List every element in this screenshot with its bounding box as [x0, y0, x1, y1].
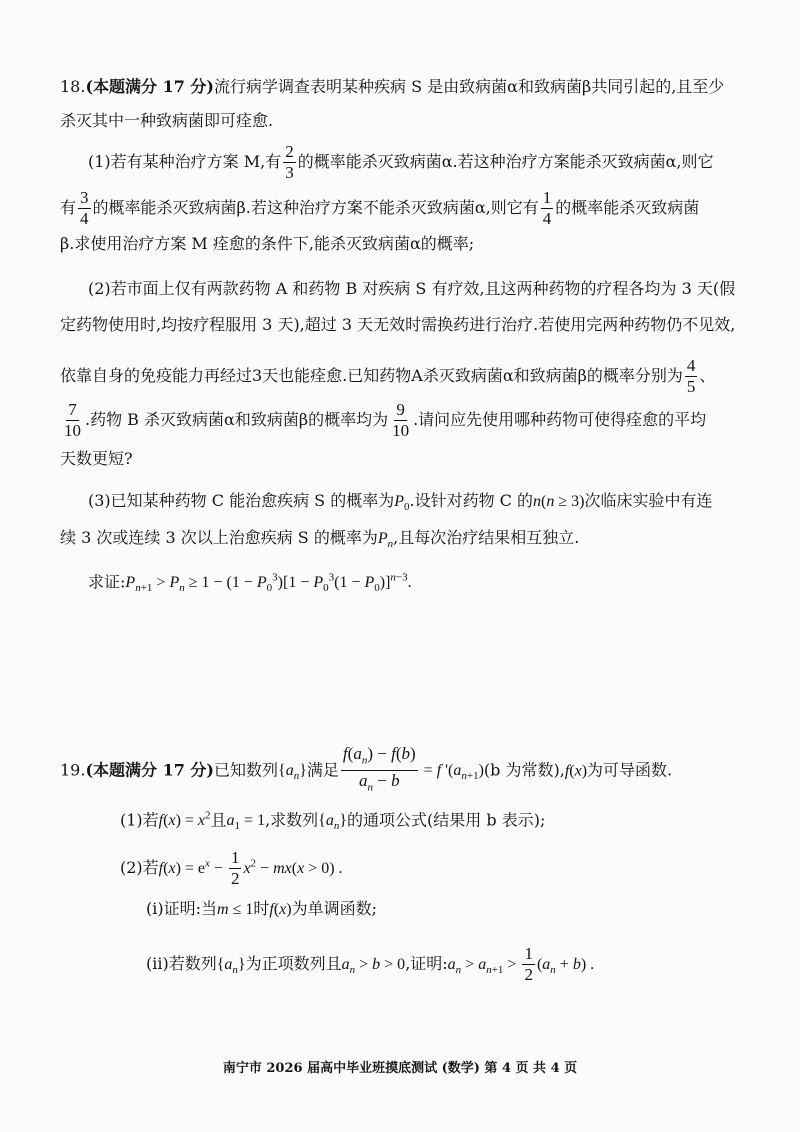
q19-part2: (2)若$f(x) = e^x$ − $\frac{1}{2}$ $x^2 - mx(x > 0)$ .: [120, 848, 343, 888]
q19-part1: (1)若$f(x) = x^2$且$a_1 = 1$,求数列$\{a_n\}$的通项公式(结果用 b 表示);: [120, 810, 546, 833]
fraction-4-5: $\frac{4}{5}$: [686, 356, 696, 396]
q19-part2-ii: (ii)若数列$\{a_n\}$为正项数列且$a_n > b > 0$,证明$:a_n > a_{n+1}$ > $\frac{1}{2}$ $(a_n + b)$ .: [146, 944, 595, 984]
q19-number: 19.: [60, 760, 86, 780]
fraction-2-3: $\frac{2}{3}$: [285, 142, 294, 182]
q18-part3-line-2: 续 3 次或连续 3 次以上治愈疾病 S 的概率为$P_n$,且每次治疗结果相互独立.: [60, 528, 580, 551]
q18-intro-line-2: 杀灭其中一种致病菌即可痊愈.: [60, 111, 274, 130]
q18-intro-line-1: 18.(本题满分 17 分)流行病学调查表明某种疾病 S 是由致病菌α和致病菌β共同引起的,且至少: [60, 77, 725, 96]
q19-score: (本题满分 17 分): [85, 760, 215, 780]
q18-part2-line-1: (2)若市面上仅有两款药物 A 和药物 B 对疾病 S 有疗效,且这两种药物的疗程各均为 3 天(假: [88, 279, 736, 298]
q18-part2-line-2: 定药物使用时,均按疗程服用 3 天),超过 3 天无效时需换药进行治疗.若使用完两种药物仍不见效,: [60, 315, 736, 334]
q19-stem: 19.(本题满分 17 分)已知数列$\{a_n\}$满足 $\frac{f(a_n) - f(b)}{a_n - b}$ = f '$(a_{n+1})(b$ 为常数),f(x)为可导函数.: [60, 744, 742, 798]
q18-score: (本题满分 17 分): [85, 77, 215, 96]
q18-part1-line-2: 有 $\frac{3}{4}$ 的概率能杀灭致病菌β.若这种治疗方案不能杀灭致病菌α,则它有 $\frac{1}{4}$ 的概率能杀灭致病菌: [60, 188, 700, 228]
fraction-9-10: $\frac{9}{10}$: [392, 400, 410, 440]
q18-part3-line-1: (3)已知某种药物 C 能治愈疾病 S 的概率为$P_0$.设针对药物 C 的n(n ≥ 3)次临床实验中有连: [88, 491, 713, 514]
q18-part3-proof: 求证$:P_{n+1} > P_n \ge 1 - (1 - P_0^3)[1 - P_0^3(1 - P_0)]^{n-3}$.: [88, 572, 412, 595]
fraction-1-2-b: $\frac{1}{2}$: [524, 944, 533, 984]
q18-part2-line-4: $\frac{7}{10}$ .药物 B 杀灭致病菌α和致病菌β的概率均为 $\frac{9}{10}$ .请问应先使用哪种药物可使得痊愈的平均: [64, 400, 707, 440]
q18-part1-line-1: (1)若有某种治疗方案 M,有 $\frac{2}{3}$ 的概率能杀灭致病菌α.若这种治疗方案能杀灭致病菌α,则它: [88, 142, 714, 182]
q19-difference-quotient: $\frac{f(a_n) - f(b)}{a_n - b}$: [342, 744, 416, 794]
fraction-1-4: $\frac{1}{4}$: [542, 188, 552, 228]
q19-part2-i: (i)证明:当m ≤ 1时f(x)为单调函数;: [146, 899, 377, 918]
q18-inequality: $P_{n+1} > P_n \ge 1 - (1 - P_0^3)[1 - P_0^3(1 - P_0)]^{n-3}$.: [125, 572, 412, 595]
q18-part2-line-3: 依靠自身的免疫能力再经过3天也能痊愈.已知药物A杀灭致病菌α和致病菌β的概率分别为 $\frac{4}{5}$ 、: [60, 356, 716, 396]
page-footer: 南宁市 2026 届高中毕业班摸底测试 (数学) 第 4 页 共 4 页: [222, 1061, 578, 1076]
fraction-3-4: $\frac{3}{4}$: [80, 188, 89, 228]
q18-number: 18.: [60, 77, 86, 96]
fraction-7-10: $\frac{7}{10}$: [64, 400, 81, 440]
q18-part1-line-3: β.求使用治疗方案 M 痊愈的条件下,能杀灭致病菌α的概率;: [60, 234, 475, 253]
q18-part2-line-5: 天数更短?: [60, 449, 133, 468]
fraction-1-2: $\frac{1}{2}$: [230, 848, 240, 888]
